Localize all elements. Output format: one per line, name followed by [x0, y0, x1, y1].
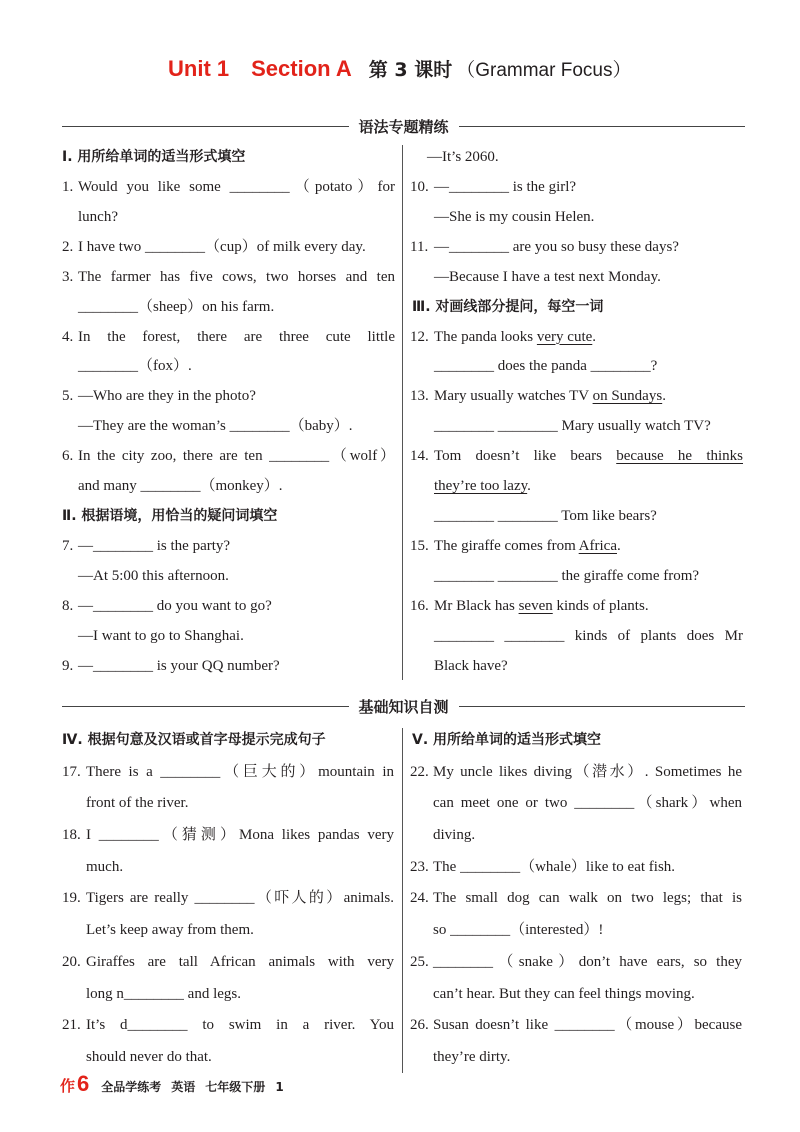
question-23-line-1 — [410, 852, 742, 884]
question-number: 15. — [410, 537, 429, 554]
question-text: ________（snake）don’t have ears, so they — [433, 953, 742, 970]
question-text: ________ ________ the giraffe come from? — [434, 567, 700, 584]
question-text: The small dog can walk on two legs; that is — [433, 890, 742, 907]
text-segment: The giraffe comes from — [434, 537, 579, 554]
question-text: There is a ________（巨大的）mountain in — [86, 763, 394, 780]
text-segment: Tom doesn’t like bears — [434, 448, 617, 465]
question-number: 3. — [62, 268, 74, 285]
question-text: lunch? — [78, 208, 118, 225]
question-text — [434, 382, 743, 412]
question-text: Let’s keep away from them. — [86, 922, 254, 939]
question-1-line-2 — [62, 203, 395, 233]
question-17-line-1 — [62, 757, 394, 789]
question-text: It’s d________ to swim in a river. You — [86, 1017, 394, 1034]
basics-right-column — [410, 725, 742, 1074]
question-text: long n________ and legs. — [86, 985, 241, 1002]
question-25-line-2 — [410, 979, 742, 1011]
question-14-line-3 — [410, 502, 743, 532]
grammar-right-column — [410, 143, 743, 682]
basics-left-column — [62, 725, 394, 1074]
question-text: —________ is your QQ number? — [78, 657, 280, 674]
question-7-line-2 — [62, 562, 395, 592]
text-segment: Mary usually watches TV — [434, 388, 593, 405]
question-text: much. — [86, 858, 124, 875]
question-number: 20. — [62, 953, 81, 970]
question-10-line-1 — [410, 173, 743, 203]
question-5-line-1 — [62, 382, 395, 412]
question-7-line-1 — [62, 532, 395, 562]
question-number: 26. — [410, 1017, 429, 1034]
question-text: —She is my cousin Helen. — [434, 208, 595, 225]
question-14-line-2 — [410, 472, 743, 502]
question-text: —Because I have a test next Monday. — [434, 268, 661, 285]
footer-volume-number: 1 — [275, 1080, 284, 1094]
text-segment: . — [662, 388, 666, 405]
question-number: 8. — [62, 597, 74, 614]
question-15-line-1 — [410, 532, 743, 562]
question-text: —I want to go to Shanghai. — [78, 627, 244, 644]
question-text: ________ ________ kinds of plants does Mr — [434, 627, 743, 644]
question-text: The farmer has five cows, two horses and ten — [78, 268, 395, 285]
question-number: 16. — [410, 597, 429, 614]
question-26-line-2 — [410, 1042, 742, 1074]
title-section: Section A — [251, 56, 352, 81]
question-text: ________ ________ Mary usually watch TV? — [434, 418, 711, 435]
title-unit: Unit 1 — [168, 56, 230, 81]
part-heading-4: Ⅳ. 根据句意及汉语或首字母提示完成句子 — [62, 732, 326, 748]
title-lesson: 第 3 课时 — [368, 59, 453, 81]
question-text: —________ do you want to go? — [78, 597, 272, 614]
question-6-line-2 — [62, 472, 395, 502]
question-16-line-2 — [410, 622, 743, 652]
question-text — [434, 442, 743, 472]
underlined-phrase: on Sundays — [592, 388, 663, 405]
question-number: 6. — [62, 448, 74, 465]
question-text — [434, 592, 743, 622]
question-number: 21. — [62, 1017, 81, 1034]
grammar-left-column — [62, 143, 395, 682]
text-segment: kinds of plants. — [552, 597, 649, 614]
part-heading-1: Ⅰ. 用所给单词的适当形式填空 — [62, 149, 246, 165]
question-15-line-2 — [410, 562, 743, 592]
question-text — [434, 532, 743, 562]
footer-mark: 作 — [60, 1077, 76, 1095]
question-2-line-1 — [62, 233, 395, 263]
question-number: 14. — [410, 448, 429, 465]
question-text: I have two ________（cup）of milk every day. — [78, 238, 366, 255]
question-text: ________ does the panda ________? — [434, 358, 658, 375]
footer-subject: 英语 — [171, 1080, 196, 1094]
question-number: 17. — [62, 763, 81, 780]
question-22-line-3 — [410, 820, 742, 852]
question-number: 23. — [410, 858, 429, 875]
question-18-line-1 — [62, 820, 394, 852]
question-text: —________ is the girl? — [434, 178, 577, 195]
question-5-line-2 — [62, 412, 395, 442]
question-number: 2. — [62, 238, 74, 255]
question-number: 22. — [410, 763, 429, 780]
question-21-line-1 — [62, 1010, 394, 1042]
underlined-phrase: very cute — [536, 328, 593, 345]
question-number: 10. — [410, 178, 429, 195]
part-heading-3: Ⅲ. 对画线部分提问，每空一词 — [412, 298, 604, 315]
question-text: —________ is the party? — [78, 537, 231, 554]
question-18-line-2 — [62, 852, 394, 884]
question-text: —It’s 2060. — [427, 149, 499, 165]
underlined-phrase: seven — [518, 597, 553, 614]
question-text: My uncle likes diving（潜水）. Sometimes he — [433, 763, 742, 780]
question-3-line-1 — [62, 263, 395, 293]
question-text: Would you like some ________（potato）for — [78, 178, 395, 195]
question-text: can meet one or two ________（shark）when — [433, 795, 742, 812]
question-8-line-1 — [62, 592, 395, 622]
underlined-phrase: they’re too lazy — [434, 478, 528, 495]
divider-rule — [459, 706, 746, 707]
section-heading-label: 语法专题精练 — [358, 117, 449, 136]
underlined-phrase: because he thinks — [616, 448, 743, 465]
divider-rule — [62, 706, 349, 707]
question-text: front of the river. — [86, 795, 189, 812]
question-text: ________（fox）. — [78, 358, 192, 375]
footer-grade: 七年级下册 — [205, 1080, 266, 1094]
question-text: —________ are you so busy these days? — [434, 238, 679, 255]
question-number: 19. — [62, 890, 81, 907]
page-footer — [60, 1071, 294, 1099]
question-text: Tigers are really ________（吓人的）animals. — [86, 890, 394, 907]
divider-rule — [62, 126, 349, 127]
text-segment: . — [616, 537, 621, 554]
question-6-line-1 — [62, 442, 395, 472]
text-segment: . — [527, 478, 531, 495]
question-22-line-1 — [410, 757, 742, 789]
question-text: In the city zoo, there are ten ________（wolf） — [78, 448, 395, 465]
question-14-line-1 — [410, 442, 743, 472]
part-heading-2: Ⅱ. 根据语境，用恰当的疑问词填空 — [62, 508, 278, 525]
page-title — [168, 55, 631, 87]
question-number: 9. — [62, 657, 74, 674]
question-number: 12. — [410, 328, 429, 345]
question-text — [434, 472, 743, 502]
question-4-line-1 — [62, 323, 395, 353]
question-number: 1. — [62, 178, 74, 195]
column-divider — [402, 728, 403, 1073]
question-4-line-2 — [62, 352, 395, 382]
question-22-line-2 — [410, 788, 742, 820]
question-24-line-1 — [410, 883, 742, 915]
question-8-line-2 — [62, 622, 395, 652]
question-number: 4. — [62, 328, 74, 345]
question-16-line-1 — [410, 592, 743, 622]
question-number: 7. — [62, 537, 74, 554]
question-17-line-2 — [62, 788, 394, 820]
section-heading-label: 基础知识自测 — [358, 697, 449, 716]
text-segment: Mr Black has — [434, 597, 519, 614]
question-text: ________ ________ Tom like bears? — [434, 508, 657, 525]
question-3-line-2 — [62, 293, 395, 323]
question-10-line-2 — [410, 203, 743, 233]
text-segment: The panda looks — [434, 328, 537, 345]
section-heading-grammar — [62, 115, 745, 137]
question-text: so ________（interested）! — [433, 922, 604, 939]
question-24-line-2 — [410, 915, 742, 947]
question-text: Black have? — [434, 657, 508, 674]
question-text: diving. — [433, 827, 476, 844]
footer-page-number: 6 — [77, 1071, 90, 1096]
question-1-line-1 — [62, 173, 395, 203]
question-number: 11. — [410, 238, 429, 255]
column-divider — [402, 145, 403, 680]
section-heading-basics — [62, 695, 745, 717]
question-text: In the forest, there are three cute little — [78, 328, 395, 345]
question-text: they’re dirty. — [433, 1048, 511, 1065]
question-9-line-1 — [62, 652, 395, 682]
question-text: can’t hear. But they can feel things moving. — [433, 985, 695, 1002]
question-text: Giraffes are tall African animals with very — [86, 953, 394, 970]
question-text: and many ________（monkey）. — [78, 478, 283, 495]
question-text: I ________（猜测）Mona likes pandas very — [86, 827, 394, 844]
question-19-line-2 — [62, 915, 394, 947]
question-text: Susan doesn’t like ________（mouse）because — [433, 1017, 742, 1034]
question-26-line-1 — [410, 1010, 742, 1042]
question-text: —Who are they in the photo? — [78, 388, 256, 405]
question-text: ________（sheep）on his farm. — [78, 298, 275, 315]
question-12-line-1 — [410, 323, 743, 353]
question-9-line-2 — [410, 143, 743, 173]
question-20-line-1 — [62, 947, 394, 979]
question-text — [434, 323, 743, 353]
question-19-line-1 — [62, 883, 394, 915]
question-12-line-2 — [410, 352, 743, 382]
question-text: The ________（whale）like to eat fish. — [433, 858, 676, 875]
question-number: 24. — [410, 890, 429, 907]
question-number: 5. — [62, 388, 74, 405]
question-25-line-1 — [410, 947, 742, 979]
question-21-line-2 — [62, 1042, 394, 1074]
question-20-line-2 — [62, 979, 394, 1011]
question-text: —They are the woman’s ________（baby）. — [78, 418, 353, 435]
question-13-line-1 — [410, 382, 743, 412]
question-11-line-2 — [410, 263, 743, 293]
question-text: should never do that. — [86, 1048, 212, 1065]
title-focus: （Grammar Focus） — [456, 60, 632, 81]
part-heading-5: Ⅴ. 用所给单词的适当形式填空 — [412, 732, 602, 748]
question-text: —At 5:00 this afternoon. — [78, 567, 229, 584]
question-number: 25. — [410, 953, 429, 970]
question-16-line-3 — [410, 652, 743, 682]
underlined-phrase: Africa — [578, 537, 617, 554]
question-11-line-1 — [410, 233, 743, 263]
question-number: 18. — [62, 827, 81, 844]
question-13-line-2 — [410, 412, 743, 442]
footer-brand: 全品学练考 — [101, 1080, 162, 1094]
question-number: 13. — [410, 388, 429, 405]
text-segment: . — [592, 328, 597, 345]
divider-rule — [459, 126, 746, 127]
